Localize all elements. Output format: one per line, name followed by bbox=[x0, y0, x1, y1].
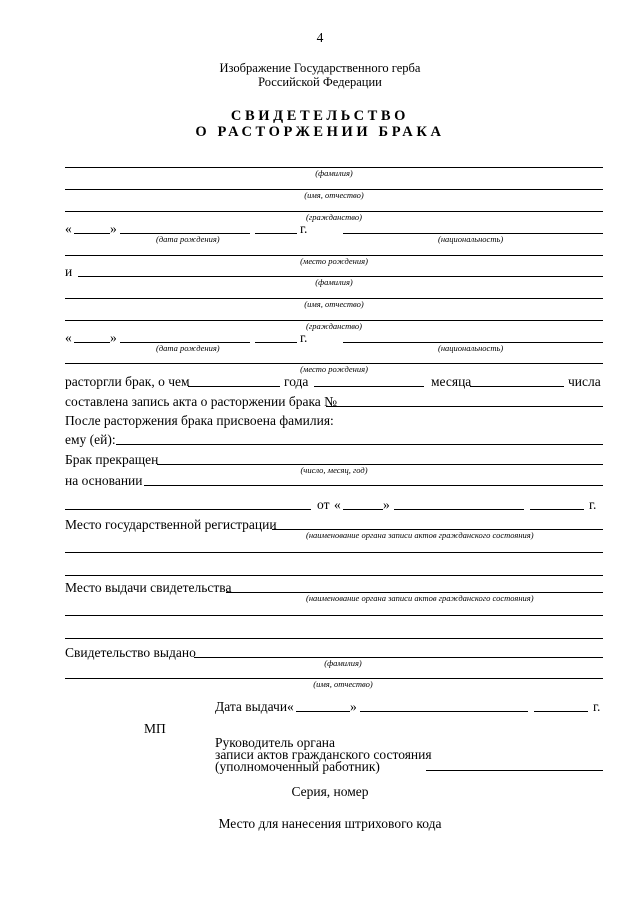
issue-date-quote-close: » bbox=[350, 699, 357, 714]
issued-to-name-caption: (имя, отчество) bbox=[313, 679, 373, 689]
person2-birthplace-caption: (место рождения) bbox=[300, 364, 368, 374]
issued-to-label: Свидетельство выдано bbox=[65, 645, 196, 660]
page-number: 4 bbox=[316, 30, 324, 45]
issued-to-surname-line[interactable] bbox=[194, 657, 603, 658]
person2-birth-year-line[interactable] bbox=[255, 342, 297, 343]
person1-birthplace-caption: (место рождения) bbox=[300, 256, 368, 266]
person2-name-caption: (имя, отчество) bbox=[304, 299, 364, 309]
basis-quote-close: » bbox=[383, 497, 390, 512]
person2-quote-close: » bbox=[110, 330, 117, 345]
issue-month-line[interactable] bbox=[360, 711, 528, 712]
issue-date-quote-open: « bbox=[287, 699, 294, 714]
assigned-surname-line[interactable] bbox=[116, 444, 603, 445]
and-label: и bbox=[65, 264, 73, 279]
person2-nationality-caption: (национальность) bbox=[438, 343, 504, 353]
record-month-line[interactable] bbox=[314, 386, 424, 387]
person1-birth-day-line[interactable] bbox=[74, 233, 110, 234]
person1-name-caption: (имя, отчество) bbox=[304, 190, 364, 200]
issue-date-label: Дата выдачи bbox=[215, 699, 288, 714]
basis-year-abbr: г. bbox=[589, 497, 597, 512]
person1-quote-open: « bbox=[65, 221, 72, 236]
person1-surname-caption: (фамилия) bbox=[315, 168, 353, 178]
basis-continuation-line[interactable] bbox=[65, 509, 311, 510]
barcode-place-label: Место для нанесения штрихового кода bbox=[218, 816, 442, 831]
to-him-her-label: ему (ей): bbox=[65, 432, 116, 447]
person1-nationality-caption: (национальность) bbox=[438, 234, 504, 244]
registration-place-line-3[interactable] bbox=[65, 575, 603, 576]
day-word: числа bbox=[568, 374, 601, 389]
year-word: года bbox=[284, 374, 309, 389]
basis-line[interactable] bbox=[144, 485, 603, 486]
person1-quote-close: » bbox=[110, 221, 117, 236]
issue-year-abbr: г. bbox=[593, 699, 601, 714]
person2-citizenship-caption: (гражданство) bbox=[306, 321, 362, 331]
head-line3: (уполномоченный работник) bbox=[215, 759, 380, 774]
basis-month-line[interactable] bbox=[394, 509, 524, 510]
record-day-line[interactable] bbox=[470, 386, 564, 387]
person2-year-abbr: г. bbox=[300, 330, 308, 345]
series-number-label: Серия, номер bbox=[291, 784, 369, 799]
registration-place-line-2[interactable] bbox=[65, 552, 603, 553]
stamp-label: МП bbox=[144, 721, 166, 736]
on-basis-label: на основании bbox=[65, 473, 143, 488]
person2-surname-caption: (фамилия) bbox=[315, 277, 353, 287]
emblem-note-line1: Изображение Государственного герба bbox=[219, 61, 421, 75]
registration-place-caption: (наименование органа записи актов гражданского состояния) bbox=[306, 530, 534, 540]
basis-day-line[interactable] bbox=[343, 509, 383, 510]
issue-year-line[interactable] bbox=[534, 711, 588, 712]
person2-birth-date-caption: (дата рождения) bbox=[156, 343, 220, 353]
from-word: от bbox=[317, 497, 330, 512]
issue-place-line-2[interactable] bbox=[65, 615, 603, 616]
issue-place-line-3[interactable] bbox=[65, 638, 603, 639]
signature-line[interactable] bbox=[426, 770, 603, 771]
head-line2: записи актов гражданского состояния bbox=[215, 747, 432, 762]
issue-place-caption: (наименование органа записи актов гражданского состояния) bbox=[306, 593, 534, 603]
record-made-label: составлена запись акта о расторжении брака № bbox=[65, 394, 338, 409]
person1-citizenship-caption: (гражданство) bbox=[306, 212, 362, 222]
record-year-line[interactable] bbox=[188, 386, 280, 387]
surname-assigned-label: После расторжения брака присвоена фамилия: bbox=[65, 413, 334, 428]
month-word: месяца bbox=[431, 374, 472, 389]
termination-date-line[interactable] bbox=[157, 464, 603, 465]
document-title-line2: О РАСТОРЖЕНИИ БРАКА bbox=[195, 124, 445, 140]
person2-quote-open: « bbox=[65, 330, 72, 345]
person1-birth-year-line[interactable] bbox=[255, 233, 297, 234]
person1-birth-date-caption: (дата рождения) bbox=[156, 234, 220, 244]
issue-day-line[interactable] bbox=[296, 711, 350, 712]
basis-quote-open: « bbox=[334, 497, 341, 512]
person2-birth-day-line[interactable] bbox=[74, 342, 110, 343]
head-line1: Руководитель органа bbox=[215, 735, 336, 750]
record-number-line[interactable] bbox=[326, 406, 603, 407]
divorced-prefix: расторгли брак, о чем bbox=[65, 374, 190, 389]
basis-year-line[interactable] bbox=[530, 509, 584, 510]
issue-place-label: Место выдачи свидетельства bbox=[65, 580, 232, 595]
emblem-note-line2: Российской Федерации bbox=[258, 75, 382, 89]
registration-place-label: Место государственной регистрации bbox=[65, 517, 277, 532]
marriage-terminated-label: Брак прекращен bbox=[65, 452, 159, 467]
termination-date-caption: (число, месяц, год) bbox=[300, 465, 368, 475]
document-title-line1: СВИДЕТЕЛЬСТВО bbox=[230, 108, 410, 124]
person1-year-abbr: г. bbox=[300, 221, 308, 236]
issued-to-surname-caption: (фамилия) bbox=[324, 658, 362, 668]
